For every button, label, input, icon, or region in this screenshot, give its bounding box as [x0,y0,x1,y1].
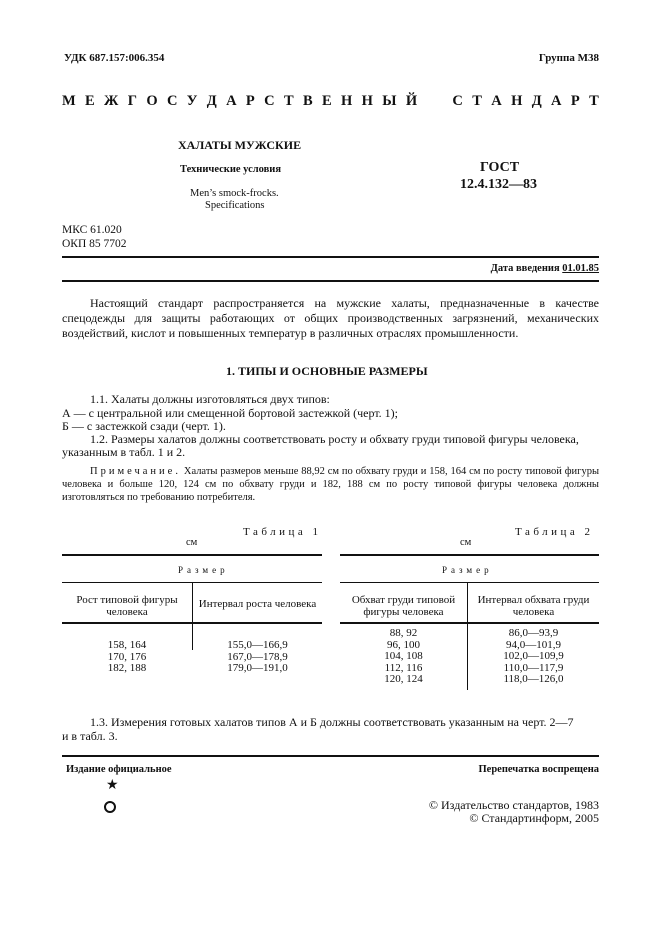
table2-col1-header-line1: Обхват груди типовой [351,594,456,606]
table2-col1-header [340,594,467,618]
english-title-line1: Men’s smock-frocks. [190,188,279,199]
table2-cell-size: 120, 124 [384,673,423,685]
table1-cell-size: 170, 176 [107,650,147,663]
gost-number: 12.4.132—83 [460,177,537,192]
copyright-1983: © Издательство стандартов, 1983 [428,798,599,812]
table2-cell-size: 88, 92 [389,627,418,639]
note-text: Халаты размеров меньше 88,92 см по обхвату груди и 158, 164 см по росту типовой фигуры человека и больше 120, 124 см по обхвату груди и 182, 188 см по росту типовой фигуры человека должны изготовляться по требованию потребителя. [62,466,600,503]
banner-letter: А [551,93,562,109]
banner-letter: Д [206,93,217,109]
banner-letter: Р [245,93,255,109]
table1-cell-size: 158, 164 [107,639,147,651]
banner-letter: Г [127,93,137,109]
intro-date [491,263,599,274]
banner-letter: Н [511,93,523,109]
table1-cell-interval: 179,0—191,0 [227,662,288,674]
table2-top-rule [340,554,599,556]
gost-label: ГОСТ [480,160,520,175]
table2-cell-size: 104, 108 [384,650,423,662]
standard-banner [62,93,599,110]
intro-paragraph: Настоящий стандарт распространяется на мужские халаты, предназначенные в качестве спецодежды для защиты работающих от общих производственных загрязнений, механических воздействий, кислот и повышенных температур в различных отраслях промышленности. [62,296,599,340]
banner-letter: Р [570,93,580,109]
banner-letter: Н [341,93,353,109]
table1-col2-header: Интервал роста человека [198,598,317,610]
table2-cell-interval: 94,0—101,9 [506,638,561,651]
copyright-2005: © Стандартинформ, 2005 [469,811,599,825]
official-edition: Издание официальное [66,764,172,775]
document-title: ХАЛАТЫ МУЖСКИЕ [178,138,302,152]
banner-letter: Т [472,93,482,109]
banner-letter: А [491,93,502,109]
paragraph-1-1-b: Б — с застежкой сзади (черт. 1). [62,419,226,433]
table2-group-header: Размер [442,565,493,575]
star-icon: ★ [106,778,119,793]
document-subtitle: Технические условия [180,164,282,175]
banner-letter: С [452,93,463,109]
reprint-prohibited: Перепечатка воспрещена [478,764,599,775]
note-paragraph [62,465,599,504]
table2-caption: Таблица 2 [515,526,594,538]
table2-cell-interval: 102,0—109,9 [503,650,564,662]
table2-col2-header-line1: Интервал обхвата груди [477,594,590,606]
banner-letter: С [166,93,178,109]
intro-date-value: 01.01.85 [562,263,599,274]
divider-date [62,280,599,282]
table2-col2-header-line2: человека [512,606,555,618]
paragraph-1-3-line1: 1.3. Измерения готовых халатов типов А и Б должны соответствовать указанным на черт. 2—7 [90,715,574,729]
table1-cell-interval: 167,0—178,9 [227,650,288,663]
paragraph-1-1-a: А — с центральной или смещенной бортовой застежкой (черт. 1); [62,406,399,420]
banner-letter: В [302,93,313,109]
banner-letter: Е [321,93,332,109]
divider-top [62,256,599,258]
table2-col1-header-line2: фигуры человека [363,606,444,618]
table2-cell-interval: 86,0—93,9 [508,627,559,639]
udk-code: УДК 687.157:006.354 [64,52,165,64]
table2-cell-size: 96, 100 [387,638,420,651]
table2-col2-header [468,594,599,618]
group-code: Группа М38 [538,52,599,64]
paragraph-1-1: 1.1. Халаты должны изготовляться двух типов: [90,392,330,406]
paragraph-1-2-line1: 1.2. Размеры халатов должны соответствовать росту и обхвату груди типовой фигуры человека, [90,432,579,446]
table2-cell-interval: 118,0—126,0 [503,673,564,685]
table1-cell-interval: 155,0—166,9 [227,639,288,651]
table2-cell-interval: 110,0—117,9 [503,661,564,674]
table1-col1-header-line2: человека [106,606,148,618]
banner-letter: Н [361,93,373,109]
banner-letter: А [226,93,237,109]
mks-code: МКС 61.020 [62,224,122,236]
table1-top-rule [62,554,322,556]
table1-col1-header [62,594,192,618]
banner-gap [439,93,443,110]
banner-letter: О [146,93,158,109]
okp-code: ОКП 85 7702 [62,238,127,250]
banner-letter: Д [531,93,542,109]
banner-letter: С [264,93,275,109]
table1-unit: см [186,537,198,548]
table1-cell-size: 182, 188 [107,662,147,674]
note-label: Примечание. [90,466,181,477]
paragraph-1-3-line2: и в табл. 3. [62,729,118,743]
table1-header-rule [62,622,322,624]
banner-letter: Т [589,93,599,109]
banner-gap [426,93,430,110]
banner-letter: Е [85,93,95,109]
english-title-line2: Specifications [205,200,265,211]
table2-group-rule [340,582,599,583]
intro-date-label: Дата введения [490,263,560,274]
table2-unit: см [460,537,472,548]
paragraph-1-2-line2: указанным в табл. 1 и 2. [62,445,186,459]
banner-letter: Й [405,93,418,109]
table1-col1-header-line1: Рост типовой фигуры [76,594,178,606]
banner-letter: Ы [382,93,397,109]
section-heading: 1. ТИПЫ И ОСНОВНЫЕ РАЗМЕРЫ [226,364,428,378]
banner-letter: Ж [104,93,119,109]
banner-letter: Т [283,93,294,109]
table2-cell-size: 112, 116 [384,661,423,674]
table1-caption: Таблица 1 [243,526,322,538]
circle-icon [104,801,116,813]
divider-footer [62,755,599,757]
banner-letter: У [186,93,198,109]
banner-letter: М [62,93,76,109]
table1-group-header: Размер [178,565,229,575]
table2-header-rule [340,622,599,624]
